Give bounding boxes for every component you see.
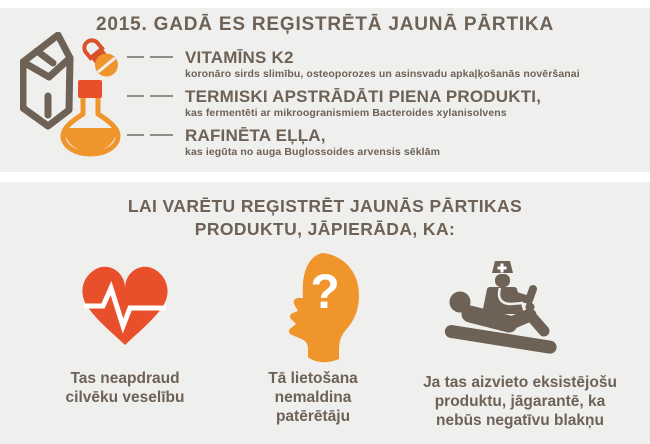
- question-mark-glyph: ?: [310, 266, 340, 319]
- item-subtext: koronāro sirds slimību, osteoporozes un asinsvadu apkaļķošanās novēršanai: [185, 68, 580, 80]
- bottom-title-line: PRODUKTU, JĀPIERĀDA, KA:: [194, 219, 456, 240]
- card-caption: [30, 370, 220, 408]
- item-heading: VITAMĪNS K2: [185, 48, 294, 67]
- head-question-icon: [268, 250, 363, 365]
- card-caption: [385, 374, 650, 431]
- connector-dashes-icon: [127, 56, 173, 58]
- top-title: 2015. GADĀ ES REĢISTRĒTĀ JAUNĀ PĀRTIKA: [96, 14, 554, 35]
- connector-dashes-icon: [127, 95, 173, 97]
- caption-line: patērētāju: [275, 407, 351, 425]
- bottom-title: [0, 195, 650, 241]
- item-subtext: kas fermentēti ar mikroogranismiem Bacteroides xylanisolvens: [185, 107, 507, 119]
- list-item: [127, 87, 642, 120]
- item-subtext: kas iegūta no auga Buglossoides arvensis sēklām: [185, 146, 441, 158]
- bottom-title-line: LAI VARĒTU REĢISTRĒT JAUNĀS PĀRTIKAS: [127, 196, 523, 216]
- caption-line: produktu, jāgarantē, ka: [434, 392, 606, 410]
- caption-line: Ja tas aizvieto eksistējošu: [423, 374, 617, 391]
- caption-line: Tā lietošana: [268, 370, 358, 387]
- novel-food-list: [127, 48, 642, 165]
- list-item: [127, 126, 642, 159]
- list-item: [127, 48, 642, 81]
- heart-pulse-icon: [75, 258, 175, 350]
- top-section: [0, 8, 650, 172]
- caption-line: nemaldina: [274, 388, 352, 406]
- doctor-patient-icon: [443, 252, 603, 362]
- caption-line: nebūs negatīvu blakņu: [436, 411, 604, 429]
- caption-line: cilvēku veselību: [65, 388, 185, 406]
- connector-dashes-icon: [127, 134, 173, 136]
- card-caption: [228, 370, 398, 427]
- item-heading: TERMISKI APSTRĀDĀTI PIENA PRODUKTI,: [185, 87, 542, 106]
- item-heading: RAFINĒTA EĻĻA,: [185, 126, 326, 145]
- milk-carton-icon: [23, 35, 70, 126]
- bottom-section: [0, 182, 650, 444]
- pills-icon: [81, 37, 118, 76]
- caption-line: Tas neapdraud: [70, 370, 180, 387]
